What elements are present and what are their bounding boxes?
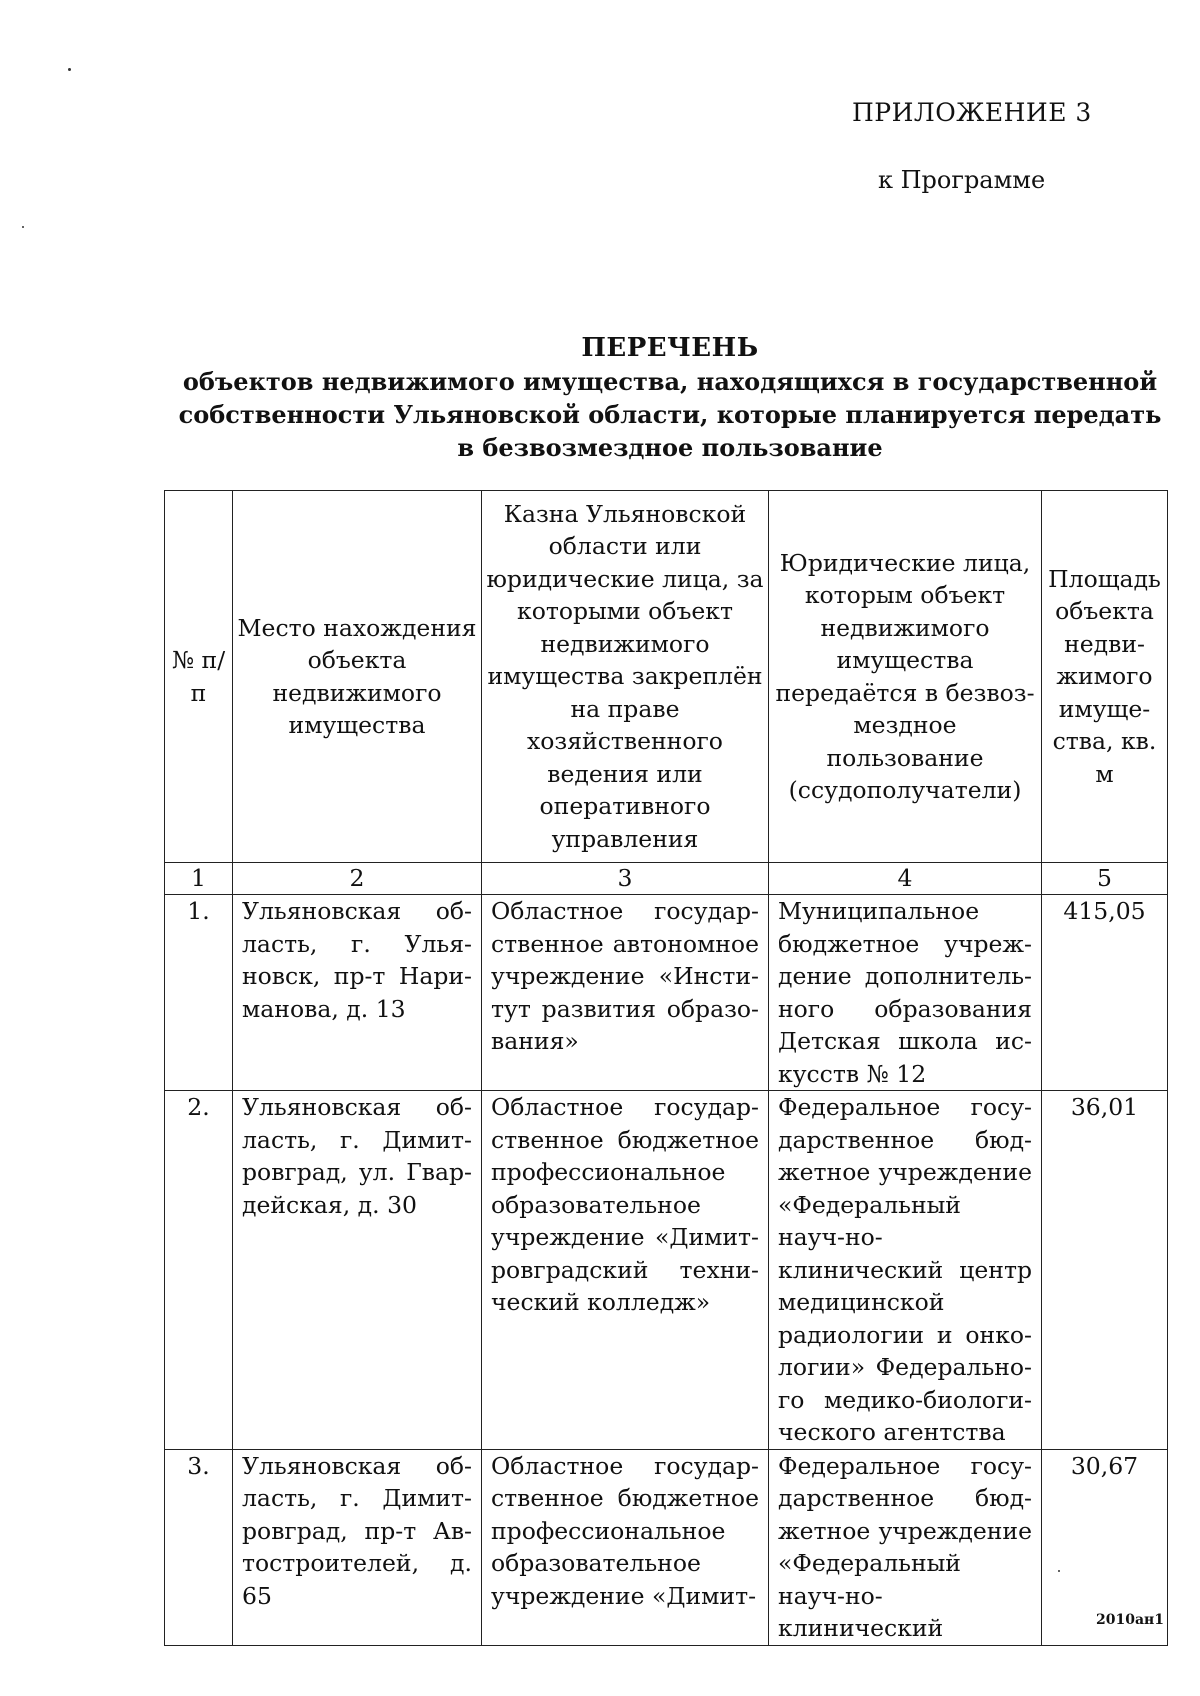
column-number: 4 bbox=[769, 863, 1042, 895]
row-location: Ульяновская об-ласть, г. Улья-новск, пр-т Нари-манова, д. 13 bbox=[233, 895, 482, 1091]
column-number: 5 bbox=[1042, 863, 1168, 895]
document-code: 2010ан1 bbox=[1096, 1612, 1165, 1628]
row-recipient: Федеральное госу-дарственное бюд-жетное учреждение «Федеральный науч-но-клинический bbox=[769, 1449, 1042, 1645]
row-holder: Областное государ-ственное бюджетное профессиональное образовательное учреждение «Димит-ровградский техни-ческий колледж» bbox=[482, 1091, 769, 1450]
header-area: Площадь объекта недви-жимого имуще-ства, кв. м bbox=[1042, 491, 1168, 863]
heading-line: собственности Ульяновской области, которые планируется передать bbox=[178, 400, 1162, 429]
row-number: 3. bbox=[165, 1449, 233, 1645]
scan-speck bbox=[22, 226, 24, 228]
header-number: № п/п bbox=[165, 491, 233, 863]
program-reference: к Программе bbox=[878, 166, 1046, 194]
table-header-row bbox=[165, 491, 1168, 863]
header-recipient: Юридические лица, которым объект недвижимого имущества передаётся в безвоз-мездное пользование (ссудополучатели) bbox=[769, 491, 1042, 863]
row-holder: Областное государ-ственное автономное учреждение «Инсти-тут развития образо-вания» bbox=[482, 895, 769, 1091]
heading-line: объектов недвижимого имущества, находящихся в государственной bbox=[182, 367, 1158, 396]
column-number: 1 bbox=[165, 863, 233, 895]
column-number-row bbox=[165, 863, 1168, 895]
row-location: Ульяновская об-ласть, г. Димит-ровград, ул. Гвар-дейская, д. 30 bbox=[233, 1091, 482, 1450]
scan-speck bbox=[68, 68, 71, 71]
heading-line: в безвозмездное пользование bbox=[457, 433, 883, 462]
row-area: 36,01 bbox=[1042, 1091, 1168, 1450]
heading-title: ПЕРЕЧЕНЬ bbox=[581, 333, 759, 363]
header-location: Место нахождения объекта недвижимого имущества bbox=[233, 491, 482, 863]
row-holder: Областное государ-ственное бюджетное профессиональное образовательное учреждение «Димит- bbox=[482, 1449, 769, 1645]
appendix-label: ПРИЛОЖЕНИЕ 3 bbox=[852, 98, 1092, 127]
row-number: 1. bbox=[165, 895, 233, 1091]
row-number: 2. bbox=[165, 1091, 233, 1450]
property-table bbox=[164, 490, 1168, 1646]
row-recipient: Муниципальное бюджетное учреж-дение дополнитель-ного образования Детская школа ис-кусств № 12 bbox=[769, 895, 1042, 1091]
row-location: Ульяновская об-ласть, г. Димит-ровград, пр-т Ав-тостроителей, д. 65 bbox=[233, 1449, 482, 1645]
row-area: 30,67 bbox=[1042, 1449, 1168, 1645]
column-number: 2 bbox=[233, 863, 482, 895]
table-row bbox=[165, 1449, 1168, 1645]
table-row bbox=[165, 1091, 1168, 1450]
header-holder: Казна Ульяновской области или юридические лица, за которыми объект недвижимого имущества закреплён на праве хозяйственного ведения или оперативного управления bbox=[482, 491, 769, 863]
document-heading bbox=[160, 332, 1180, 464]
table-row bbox=[165, 895, 1168, 1091]
row-area: 415,05 bbox=[1042, 895, 1168, 1091]
column-number: 3 bbox=[482, 863, 769, 895]
row-recipient: Федеральное госу-дарственное бюд-жетное учреждение «Федеральный науч-но-клинический центр медицинской радиологии и онко-логии» Федерально-го медико-биологи-ческого агентства bbox=[769, 1091, 1042, 1450]
